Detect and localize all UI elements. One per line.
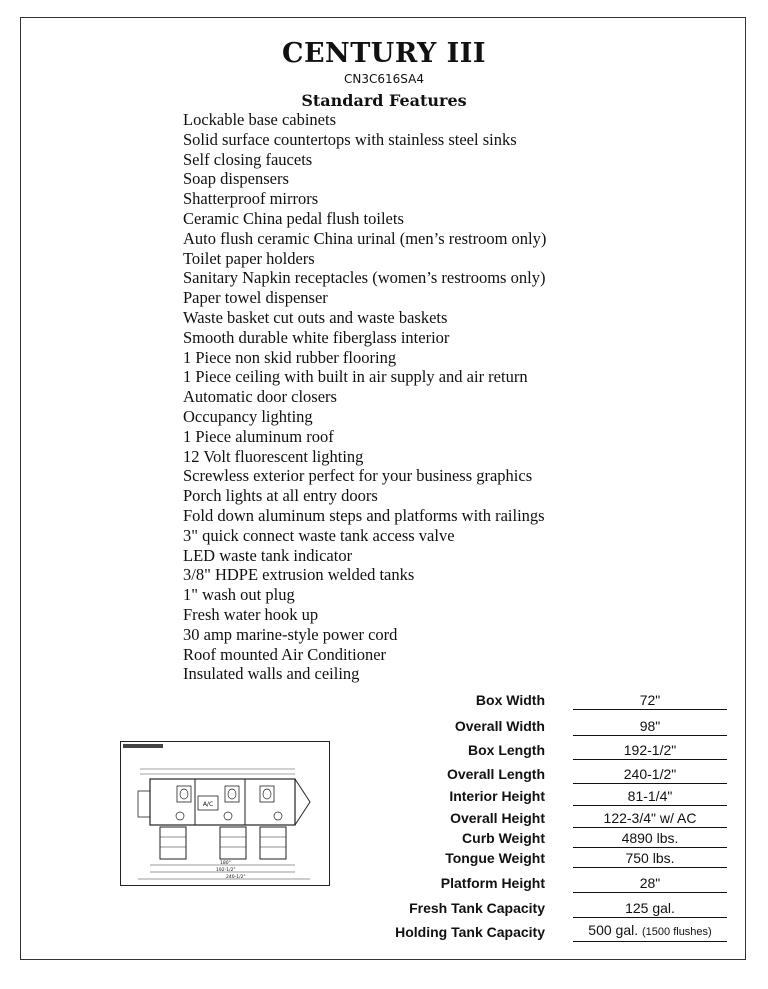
- feature-item: Fold down aluminum steps and platforms with railings: [183, 505, 545, 525]
- spec-row: [380, 826, 730, 848]
- dim-box-length: 192-1/2": [216, 868, 236, 873]
- spec-value-note: (1500 flushes): [642, 926, 712, 938]
- features-list: [183, 110, 546, 684]
- spec-value-text: 4890 lbs.: [621, 830, 679, 846]
- spec-row: [380, 871, 730, 893]
- feature-item: Fresh water hook up: [183, 604, 319, 624]
- feature-item: Sanitary Napkin receptacles (women’s restrooms only): [183, 268, 546, 288]
- spec-label: Interior Height: [449, 788, 545, 804]
- feature-item: 1 Piece aluminum roof: [183, 426, 334, 446]
- document-title: CENTURY III: [281, 38, 487, 69]
- spec-row: [380, 920, 730, 942]
- feature-item: Solid surface countertops with stainless steel sinks: [183, 129, 517, 149]
- dim-overall-length: 240-1/2": [226, 875, 246, 880]
- spec-value-text: 125 gal.: [625, 900, 675, 916]
- floor-plan-diagram: [120, 741, 330, 886]
- spec-label: Box Width: [475, 692, 545, 708]
- spec-value-text: 240-1/2": [623, 766, 677, 782]
- feature-item: Ceramic China pedal flush toilets: [183, 208, 404, 228]
- feature-item: Smooth durable white fiberglass interior: [183, 327, 450, 347]
- feature-item: Automatic door closers: [183, 387, 337, 407]
- standard-features-heading: Standard Features: [301, 91, 467, 110]
- feature-item: 12 Volt fluorescent lighting: [183, 446, 364, 466]
- spec-value: [573, 765, 727, 784]
- spec-label: Overall Width: [454, 718, 545, 734]
- feature-item: Insulated walls and ceiling: [183, 664, 360, 684]
- spec-value: [573, 741, 727, 760]
- spec-value-text: 81-1/4": [627, 788, 673, 804]
- spec-label: Curb Weight: [462, 830, 545, 846]
- spec-value-text: 72": [639, 692, 661, 708]
- ac-unit-label: A/C: [202, 801, 214, 808]
- spec-row: [380, 714, 730, 736]
- feature-item: LED waste tank indicator: [183, 545, 353, 565]
- feature-item: Waste basket cut outs and waste baskets: [183, 307, 448, 327]
- feature-item: 1 Piece non skid rubber flooring: [183, 347, 397, 367]
- feature-item: Auto flush ceramic China urinal (men’s restroom only): [183, 228, 547, 248]
- spec-value: [573, 849, 727, 868]
- spec-row: [380, 846, 730, 868]
- spec-value: [573, 921, 727, 942]
- floor-plan-caption-block: [123, 744, 163, 748]
- feature-item: Toilet paper holders: [183, 248, 315, 268]
- spec-label: Holding Tank Capacity: [395, 924, 545, 940]
- spec-row: [380, 738, 730, 760]
- feature-item: Roof mounted Air Conditioner: [183, 644, 387, 664]
- spec-label: Platform Height: [440, 875, 545, 891]
- spec-label: Tongue Weight: [445, 850, 545, 866]
- spec-value: [573, 787, 727, 806]
- feature-item: Soap dispensers: [183, 169, 289, 189]
- spec-row: [380, 688, 730, 710]
- feature-item: Self closing faucets: [183, 149, 313, 169]
- spec-value-text: 122-3/4" w/ AC: [603, 810, 697, 826]
- spec-value-text: 98": [639, 718, 661, 734]
- spec-label: Overall Height: [450, 810, 545, 826]
- model-number: CN3C616SA4: [344, 72, 424, 86]
- spec-value-text: 500 gal.: [588, 922, 639, 938]
- feature-item: Shatterproof mirrors: [183, 189, 319, 209]
- feature-item: Lockable base cabinets: [183, 110, 337, 129]
- feature-item: 3" quick connect waste tank access valve: [183, 525, 455, 545]
- feature-item: 30 amp marine-style power cord: [183, 624, 398, 644]
- spec-row: [380, 896, 730, 918]
- feature-item: 1" wash out plug: [183, 585, 295, 605]
- spec-label: Box Length: [468, 742, 545, 758]
- spec-value-text: 192-1/2": [623, 742, 677, 758]
- spec-label: Fresh Tank Capacity: [409, 900, 545, 916]
- feature-item: Screwless exterior perfect for your business graphics: [183, 466, 533, 486]
- spec-row: [380, 806, 730, 828]
- spec-value-text: 750 lbs.: [625, 850, 675, 866]
- feature-item: 3/8" HDPE extrusion welded tanks: [183, 565, 415, 585]
- spec-label: Overall Length: [446, 766, 545, 782]
- spec-value: [573, 874, 727, 893]
- spec-value: [573, 717, 727, 736]
- spec-value-text: 28": [639, 875, 661, 891]
- feature-item: Occupancy lighting: [183, 406, 313, 426]
- spec-row: [380, 784, 730, 806]
- feature-item: Porch lights at all entry doors: [183, 486, 378, 506]
- feature-item: 1 Piece ceiling with built in air supply and air return: [183, 367, 528, 387]
- spec-value: [573, 691, 727, 710]
- feature-item: Paper towel dispenser: [183, 288, 328, 308]
- dim-interior: 180": [220, 861, 231, 866]
- spec-value: [573, 899, 727, 918]
- spec-row: [380, 762, 730, 784]
